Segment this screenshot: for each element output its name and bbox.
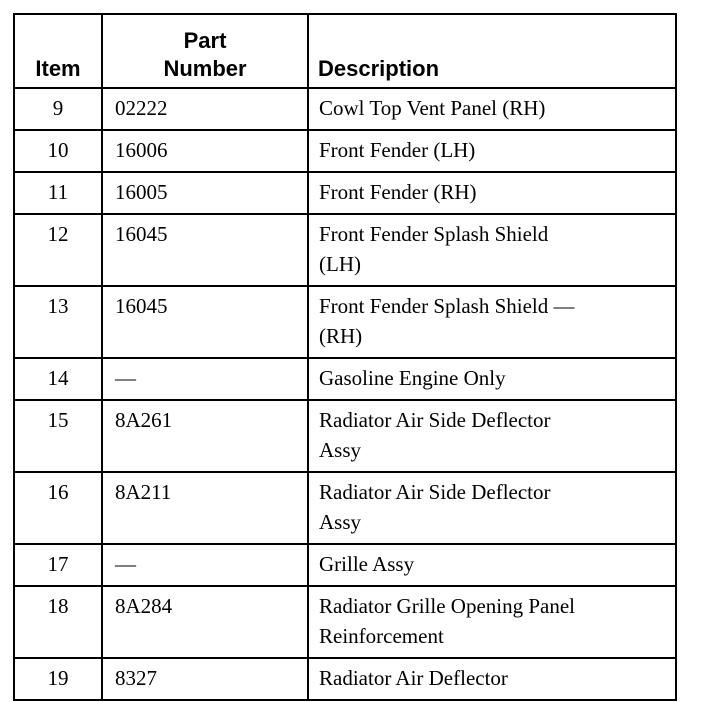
description-line: Assy [319, 438, 362, 462]
description-cell: Grille Assy [308, 544, 676, 586]
parts-table [13, 13, 677, 701]
description-line: Radiator Air Side Deflector [319, 480, 551, 504]
table-row [14, 88, 676, 130]
table-row [14, 586, 676, 658]
header-part-line2: Number [163, 56, 247, 81]
description-line: (LH) [319, 252, 361, 276]
description-line: Radiator Air Side Deflector [319, 408, 551, 432]
description-cell [308, 214, 676, 286]
part-number-cell: 8A211 [102, 472, 308, 544]
header-description: Description [308, 14, 676, 88]
part-number-cell: 02222 [102, 88, 308, 130]
description-line: Reinforcement [319, 624, 444, 648]
item-cell: 16 [14, 472, 102, 544]
table-row [14, 130, 676, 172]
description-cell: Front Fender (RH) [308, 172, 676, 214]
description-cell [308, 286, 676, 358]
part-number-cell: — [102, 358, 308, 400]
table-row [14, 400, 676, 472]
table-row [14, 472, 676, 544]
description-cell: Cowl Top Vent Panel (RH) [308, 88, 676, 130]
part-number-cell: 8A284 [102, 586, 308, 658]
description-line: Assy [319, 510, 362, 534]
header-part-number [102, 14, 308, 88]
item-cell: 11 [14, 172, 102, 214]
part-number-cell: 16045 [102, 214, 308, 286]
part-number-cell: 8A261 [102, 400, 308, 472]
description-line: Radiator Grille Opening Panel [319, 594, 576, 618]
item-cell: 18 [14, 586, 102, 658]
description-cell [308, 472, 676, 544]
item-cell: 9 [14, 88, 102, 130]
description-cell [308, 400, 676, 472]
part-number-cell: 16006 [102, 130, 308, 172]
table-row [14, 214, 676, 286]
part-number-cell: 8327 [102, 658, 308, 700]
header-row [14, 14, 676, 88]
item-cell: 14 [14, 358, 102, 400]
item-cell: 10 [14, 130, 102, 172]
header-part-line1: Part [183, 28, 227, 53]
description-line: Front Fender Splash Shield [319, 222, 549, 246]
description-cell: Gasoline Engine Only [308, 358, 676, 400]
table-row [14, 358, 676, 400]
item-cell: 13 [14, 286, 102, 358]
table-row [14, 544, 676, 586]
table-row [14, 172, 676, 214]
item-cell: 12 [14, 214, 102, 286]
item-cell: 19 [14, 658, 102, 700]
header-item: Item [14, 14, 102, 88]
item-cell: 15 [14, 400, 102, 472]
part-number-cell: 16045 [102, 286, 308, 358]
table-row [14, 658, 676, 700]
description-cell [308, 586, 676, 658]
part-number-cell: 16005 [102, 172, 308, 214]
description-line: (RH) [319, 324, 363, 348]
description-cell: Front Fender (LH) [308, 130, 676, 172]
part-number-cell: — [102, 544, 308, 586]
description-cell: Radiator Air Deflector [308, 658, 676, 700]
description-line: Front Fender Splash Shield — [319, 294, 575, 318]
item-cell: 17 [14, 544, 102, 586]
table-row [14, 286, 676, 358]
